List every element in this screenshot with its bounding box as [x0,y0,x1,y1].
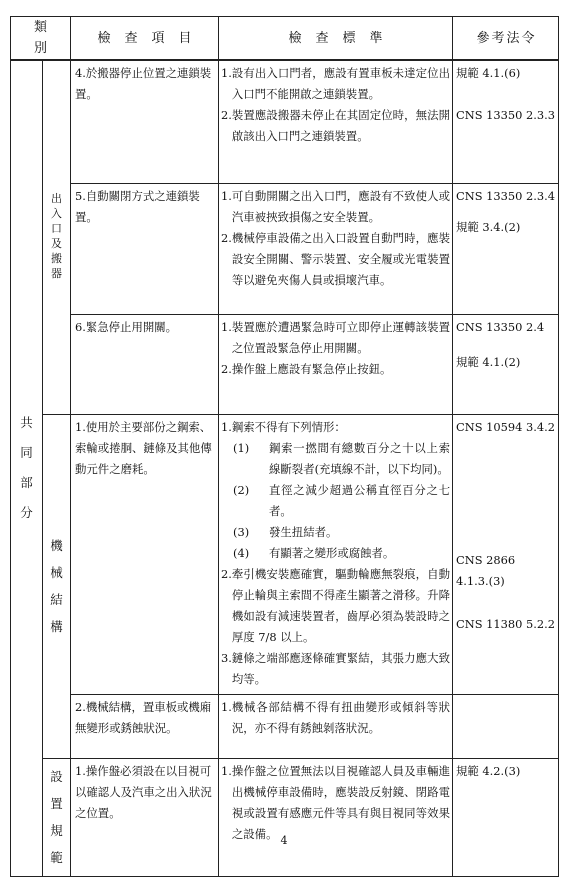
page-number: 4 [280,834,288,847]
standard-cell [219,758,453,876]
reference-text: CNS 13350 2.3.4 [456,188,555,203]
item-cell: 1.操作盤必須設在以目視可以確認人及汽車之出入狀況之位置。 [71,758,219,876]
reference-cell [453,758,559,876]
standard-subline: (1) 鋼索一撚間有總數百分之十以上索線斷裂者(充填線不計，以下均同)。 [233,440,451,476]
standard-cell [219,694,453,758]
reference-text: 規範 3.4.(2) [456,219,521,234]
standard-line: 1. 機械各部結構不得有扭曲變形或傾斜等狀況，亦不得有銹蝕剝落狀況。 [221,699,451,735]
reference-text: CNS 13350 2.3.3 [456,108,555,122]
header-standard: 檢查標準 [219,17,453,61]
reference-text: CNS 2866 [456,552,516,567]
reference-text: 規範 4.1.(6) [456,66,521,80]
standard-line: 2. 牽引機安裝應確實，驅動輪應無裂痕，自動停止輪與主索間不得產生顯著之滑移。升降機如設有減速裝置者，齒厚必須為裝設時之厚度 7/8 以上。 [221,566,451,644]
section-entry-device-label: 出入口及搬器 [51,191,62,280]
reference-cell [453,694,559,758]
standard-line: 1. 操作盤之位置無法以目視確認人員及車輛進出機械停車設備時，應裝設反射鏡、閉路電視或設置有感應元件等具有與目視同等效果之設備。 [221,763,451,841]
standard-line: 3. 鏈條之端部應逐條確實緊結，其張力應大致均等。 [221,650,451,686]
header-row [11,17,559,61]
standard-cell [219,314,453,414]
item-cell: 1.使用於主要部份之鋼索、索輪或捲胴、鏈條及其他傳動元件之磨耗。 [71,414,219,694]
standard-line: 2. 機械停車設備之出入口設置自動門時，應裝設安全開關、警示裝置、安全履或光電裝置等以避免夾傷人員或損壞汽車。 [221,230,451,287]
reference-text: CNS 13350 2.4 [456,319,545,334]
reference-cell [453,60,559,183]
table-row [11,414,559,694]
reference-text: CNS 10594 3.4.2 [456,419,555,434]
section-mechanical [43,414,71,758]
reference-cell [453,183,559,314]
item-cell: 4.於搬器停止位置之連鎖裝置。 [71,60,219,183]
standard-line: 1. 鋼索不得有下列情形： [221,419,346,434]
item-cell: 2.機械結構，置車板或機廂無變形或銹蝕狀況。 [71,694,219,758]
table-row [11,60,559,183]
standard-line: 1. 裝置應於遭遇緊急時可立即停止運轉該裝置之位置設緊急停止用開關。 [221,319,451,355]
standard-cell [219,60,453,183]
item-cell: 5.自動關閉方式之連鎖裝置。 [71,183,219,314]
reference-text: 規範 4.1.(2) [456,354,521,369]
section-common [11,60,43,876]
table-row [11,694,559,758]
section-setting [43,758,71,876]
reference-cell [453,414,559,694]
standard-line: 2. 裝置應設搬器未停止在其固定位時，無法開啟該出入口門之連鎖裝置。 [221,108,451,143]
section-common-label: 共同部分 [20,415,33,521]
table-row [11,758,559,876]
standard-subline: (4) 有顯著之變形或腐蝕者。 [233,545,395,560]
item-cell: 6.緊急停止用開關。 [71,314,219,414]
header-reference: 參考法令 [453,17,559,61]
reference-text: 規範 4.2.(3) [456,763,521,778]
reference-text: CNS 11380 5.2.2 [456,616,555,631]
standard-line: 1. 設有出入口門者，應設有置車板未達定位出入口門不能開啟之連鎖裝置。 [221,66,451,101]
section-entry-device [43,60,71,414]
header-item: 檢查項目 [71,17,219,61]
standard-line: 2. 操作盤上應設有緊急停止按鈕。 [221,361,392,376]
reference-cell [453,314,559,414]
table-row [11,183,559,314]
section-mechanical-label: 機械結構 [50,538,63,634]
reference-text: 4.1.3.(3) [456,573,505,588]
table-row [11,314,559,414]
section-setting-label: 設置規範 [50,769,63,865]
standard-cell [219,414,453,694]
standard-subline: (3) 發生扭結者。 [233,524,338,539]
standard-subline: (2) 直徑之減少超過公稱直徑百分之七者。 [233,482,451,518]
inspection-table [10,16,559,877]
standard-line: 1. 可自動開關之出入口門，應設有不致使人或汽車被挾致損傷之安全裝置。 [221,188,451,224]
standard-cell [219,183,453,314]
header-category: 類別 [11,17,71,61]
